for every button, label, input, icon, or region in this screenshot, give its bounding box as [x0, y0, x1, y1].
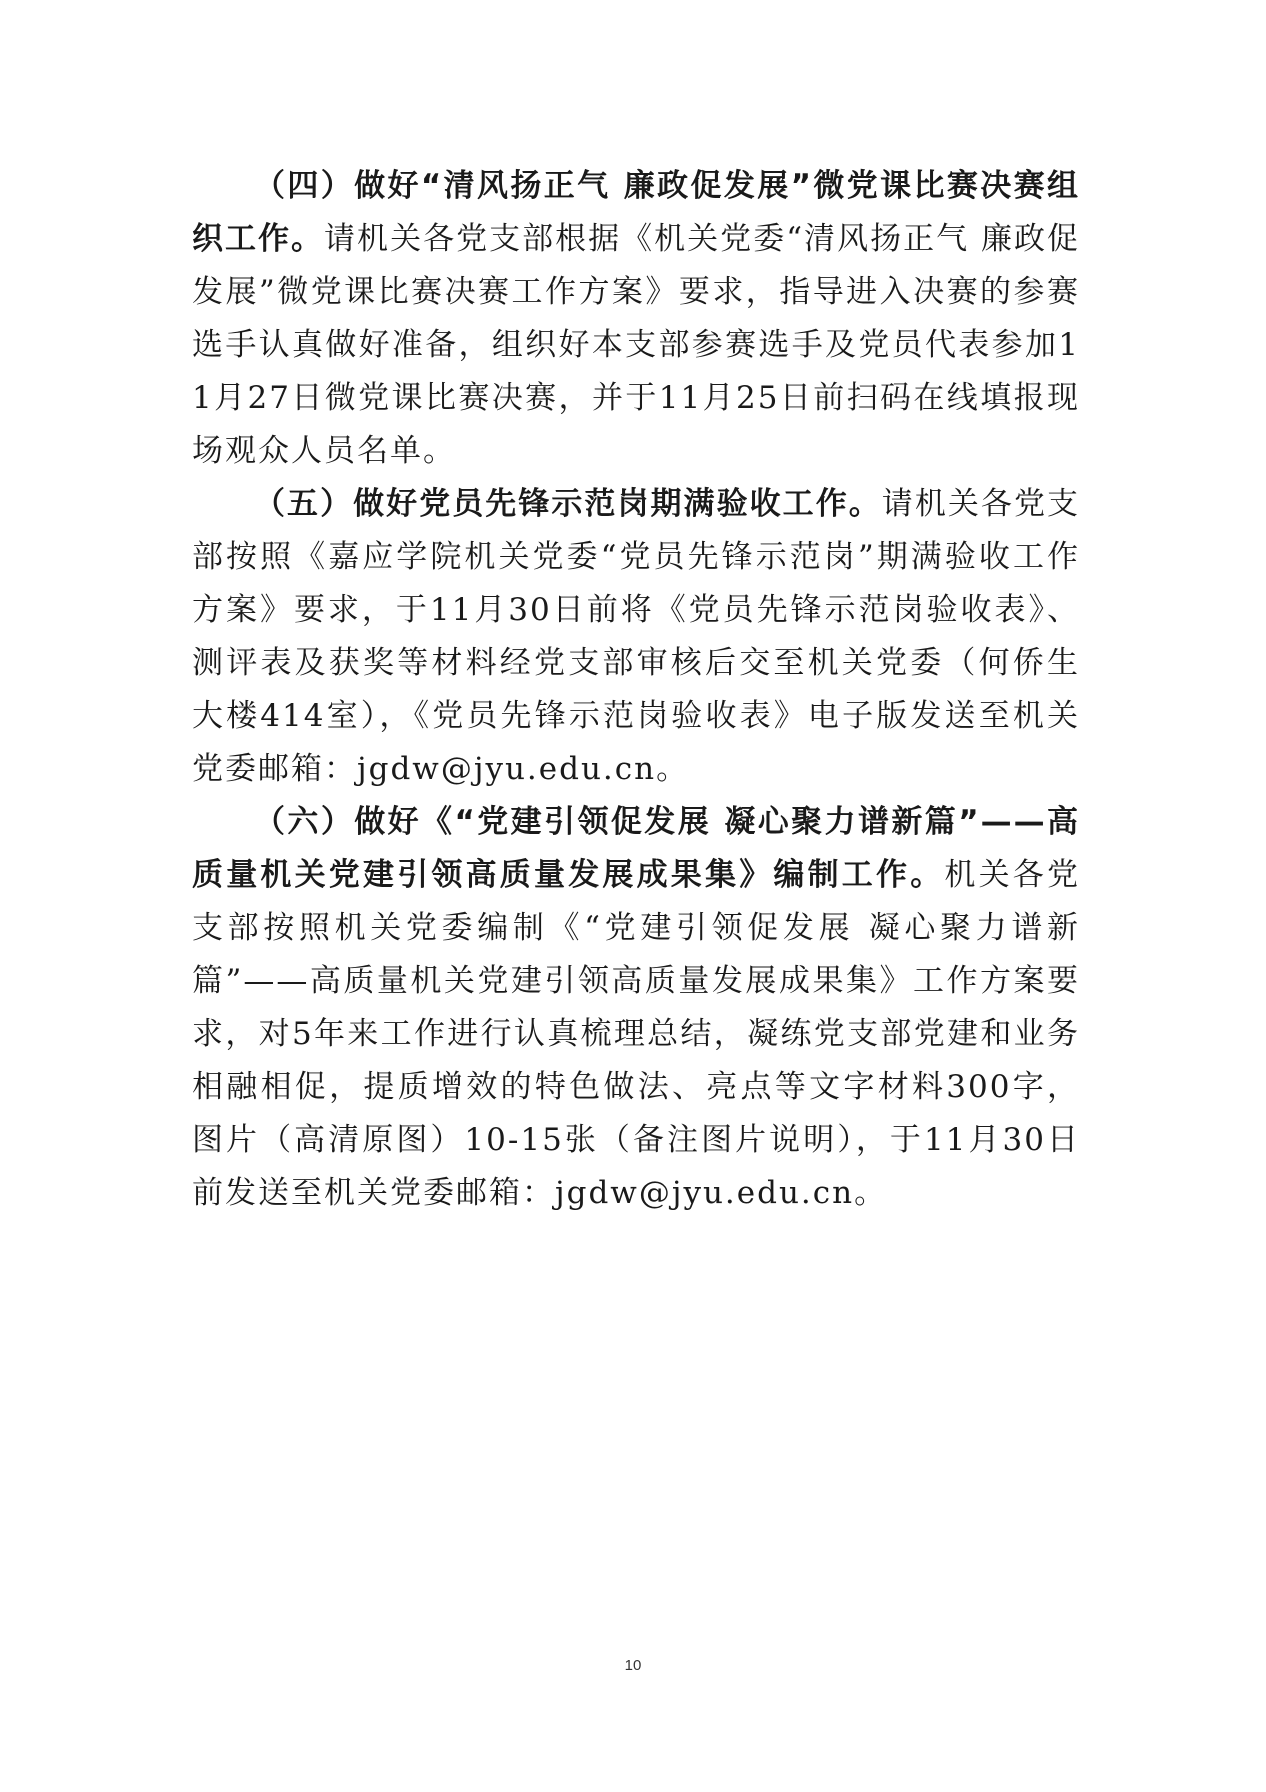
- document-body: [192, 160, 1080, 1220]
- paragraph-heading: （六）做好《“党建引领促发展 凝心聚力谱新篇”——高质量机关党建引领高质量发展成果集》编制工作。: [192, 804, 1080, 893]
- paragraph-pioneer-post-acceptance: [192, 478, 1080, 796]
- paragraph-heading: （五）做好党员先锋示范岗期满验收工作。: [254, 486, 882, 522]
- page-number: 10: [624, 1657, 642, 1674]
- paragraph-text: 请机关各党支部按照《嘉应学院机关党委“党员先锋示范岗”期满验收工作方案》要求，于11月30日前将《党员先锋示范岗验收表》、测评表及获奖等材料经党支部审核后交至机关党委（何侨生大楼414室），《党员先锋示范岗验收表》电子版发送至机关党委邮箱：jgdw@jyu.edu.cn。: [192, 486, 1081, 787]
- paragraph-text: 机关各党支部按照机关党委编制《“党建引领促发展 凝心聚力谱新篇”——高质量机关党建引领高质量发展成果集》工作方案要求，对5年来工作进行认真梳理总结，凝练党支部党建和业务相融相促，提质增效的特色做法、亮点等文字材料300字，图片（高清原图）10-15张（备注图片说明），于11月30日前发送至机关党委邮箱：jgdw@jyu.edu.cn。: [192, 857, 1081, 1211]
- paragraph-text: 请机关各党支部根据《机关党委“清风扬正气 廉政促发展”微党课比赛决赛工作方案》要求，指导进入决赛的参赛选手认真做好准备，组织好本支部参赛选手及党员代表参加11月27日微党课比赛决赛，并于11月25日前扫码在线填报现场观众人员名单。: [192, 221, 1080, 469]
- paragraph-competition-final: [192, 160, 1080, 478]
- paragraph-achievement-collection: [192, 796, 1080, 1220]
- paragraph-heading: （四）做好“清风扬正气 廉政促发展”微党课比赛决赛组织工作。: [192, 168, 1080, 257]
